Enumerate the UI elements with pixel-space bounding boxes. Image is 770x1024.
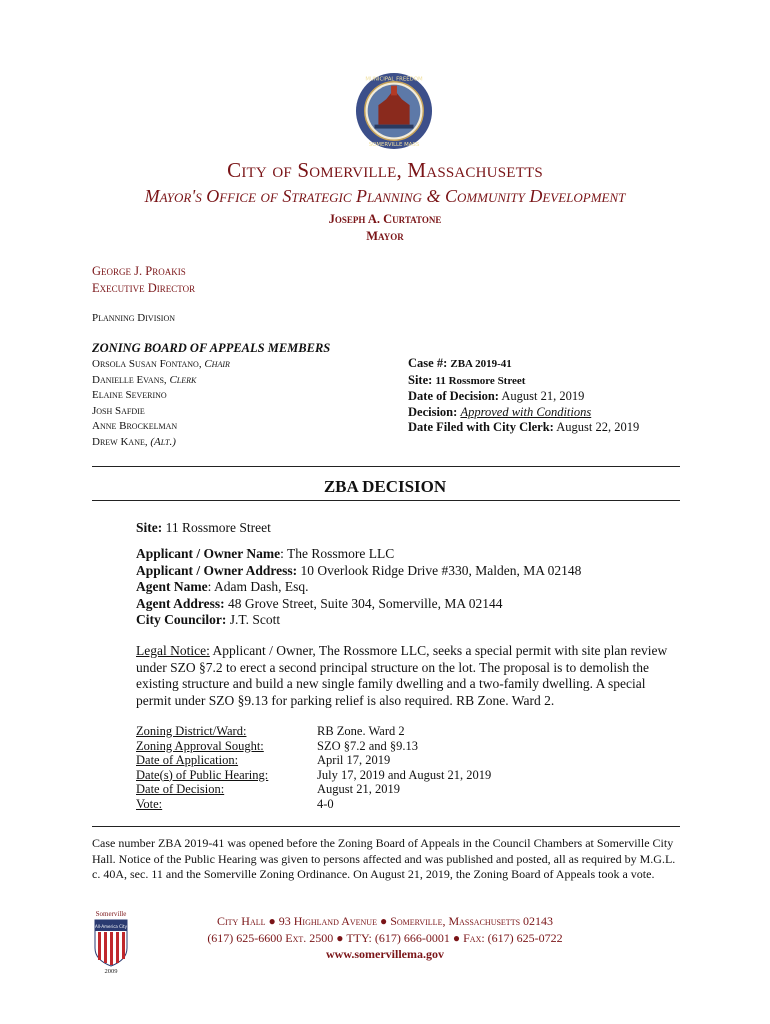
planning-division: Planning Division — [92, 312, 176, 324]
city-councilor: City Councilor: J.T. Scott — [136, 612, 281, 627]
board-members-heading: ZONING BOARD OF APPEALS MEMBERS — [92, 341, 331, 355]
agent-name: Agent Name: Adam Dash, Esq. — [136, 579, 309, 594]
badge-top-text: Somerville — [95, 910, 127, 918]
case-decision: Decision: Approved with Conditions — [408, 404, 592, 419]
summary-row: Date of Decision: August 21, 2019 — [136, 782, 400, 796]
mayor-name: Joseph A. Curtatone — [328, 212, 442, 226]
board-member: Orsola Susan Fontano, Chair — [92, 358, 230, 370]
case-info-block — [408, 356, 639, 436]
applicant-details — [136, 546, 581, 629]
executive-director — [92, 263, 195, 297]
summary-row: Date(s) of Public Hearing: July 17, 2019 and August 21, 2019 — [136, 767, 492, 782]
summary-row: Zoning District/Ward: RB Zone. Ward 2 — [136, 724, 405, 738]
board-member: Drew Kane, (Alt.) — [92, 435, 176, 448]
director-name: George J. Proakis — [92, 264, 186, 278]
case-number: Case #: ZBA 2019-41 — [408, 356, 512, 370]
board-member: Josh Safdie — [92, 404, 145, 417]
board-member: Danielle Evans, Clerk — [92, 373, 197, 386]
office-title: Mayor's Office of Strategic Planning & Community Development — [144, 186, 626, 206]
legal-notice-label: Legal Notice: — [136, 643, 210, 658]
footer-phone: (617) 625-6600 Ext. 2500 ● TTY: (617) 666-0001 ● Fax: (617) 625-0722 — [207, 931, 563, 945]
summary-row: Zoning Approval Sought: SZO §7.2 and §9.13 — [136, 738, 419, 753]
footer-website-link[interactable]: www.somervillema.gov — [326, 947, 444, 961]
divider-top — [92, 466, 680, 467]
badge-year: 2009 — [104, 968, 118, 974]
svg-text:MUNICIPAL FREEDOM: MUNICIPAL FREEDOM — [365, 76, 423, 83]
mayor-title: Mayor — [366, 229, 404, 243]
city-seal-logo — [355, 72, 433, 150]
divider-closing — [92, 826, 680, 827]
case-summary-table — [136, 724, 491, 811]
site-line: Site: 11 Rossmore Street — [136, 520, 271, 535]
summary-row: Vote: 4-0 — [136, 796, 334, 811]
agent-address: Agent Address: 48 Grove Street, Suite 304, Somerville, MA 02144 — [136, 595, 503, 611]
svg-text:SOMERVILLE MASS: SOMERVILLE MASS — [368, 142, 420, 149]
closing-paragraph: Case number ZBA 2019-41 was opened before the Zoning Board of Appeals in the Council Chambers at Somerville City Hall. Notice of the Public Hearing was given to persons affected and was published and posted, all as required by M.G.L. c. 40A, sec. 11 and the Somerville Zoning Ordinance. On August 21, 2019, the Zoning Board of Appeals took a vote. — [92, 836, 676, 881]
legal-notice-text: Applicant / Owner, The Rossmore LLC, seeks a special permit with site plan review under SZO §7.2 to erect a second principal structure on the lot. The proposal is to demolish the existing structure and build a new single family dwelling and a two-family dwelling. A special permit under SZO §9.13 for parking relief is also required. RB Zone. Ward 2. — [136, 643, 668, 708]
case-decision-date: Date of Decision: August 21, 2019 — [408, 389, 585, 403]
case-filed-date: Date Filed with City Clerk: August 22, 2019 — [408, 420, 640, 434]
decision-title: ZBA DECISION — [323, 477, 447, 496]
case-site: Site: 11 Rossmore Street — [408, 372, 526, 387]
legal-notice — [136, 643, 682, 709]
summary-row: Date of Application: April 17, 2019 — [136, 753, 391, 767]
divider-bottom — [92, 500, 680, 501]
owner-name: Applicant / Owner Name: The Rossmore LLC — [136, 546, 395, 561]
badge-banner-text: All-America City — [95, 924, 127, 929]
board-member: Elaine Severino — [92, 389, 167, 401]
director-title: Executive Director — [92, 281, 196, 295]
footer-address: City Hall ● 93 Highland Avenue ● Somerville, Massachusetts 02143 — [216, 914, 554, 928]
board-member: Anne Brockelman — [92, 420, 178, 432]
owner-address: Applicant / Owner Address: 10 Overlook Ridge Drive #330, Malden, MA 02148 — [136, 562, 582, 578]
board-members-list — [92, 357, 230, 450]
city-title: City of Somerville, Massachusetts — [227, 158, 543, 182]
